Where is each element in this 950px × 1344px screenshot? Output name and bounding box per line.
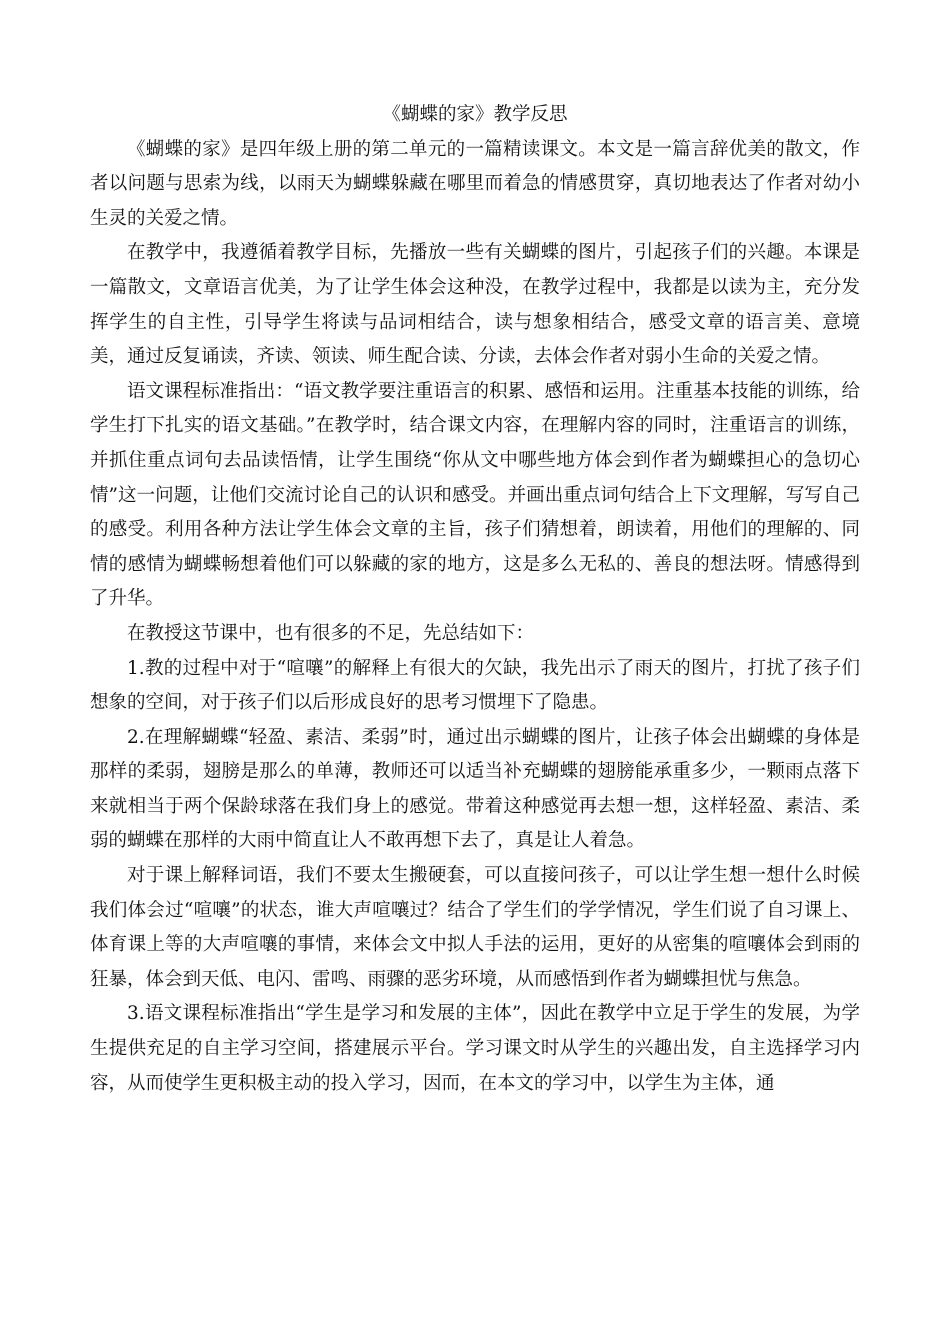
paragraph-point-1: 1.教的过程中对于“喧嚷”的解释上有很大的欠缺，我先出示了雨天的图片，打扰了孩子们想象的空间，对于孩子们以后形成良好的思考习惯埋下了隐患。 [90,657,860,714]
paragraph-point-2: 2.在理解蝴蝶“轻盈、素洁、柔弱”时，通过出示蝴蝶的图片，让孩子体会出蝴蝶的身体是那样的柔弱，翅膀是那么的单薄，教师还可以适当补充蝴蝶的翅膀能承重多少，一颗雨点落下来就相当于两个保龄球落在我们身上的感觉。带着这种感觉再去想一想，这样轻盈、素洁、柔弱的蝴蝶在那样的大雨中简直让人不敢再想下去了，真是让人着急。 [90,726,860,852]
document-title: 《蝴蝶的家》教学反思 [382,104,568,125]
paragraph-shortcomings-intro: 在教授这节课中，也有很多的不足，先总结如下： [127,622,535,644]
document-body [90,98,860,1101]
paragraph-teaching-process: 在教学中，我遵循着教学目标，先播放一些有关蝴蝶的图片，引起孩子们的兴趣。本课是一篇散文，文章语言优美，为了让学生体会这种没，在教学过程中，我都是以读为主，充分发挥学生的自主性，引导学生将读与品词相结合，读与想象相结合，感受文章的语言美、意境美，通过反复诵读，齐读、领读、师生配合读、分读，去体会作者对弱小生命的关爱之情。 [90,242,860,368]
paragraph-curriculum-standard: 语文课程标准指出：“语文教学要注重语言的积累、感悟和运用。注重基本技能的训练，给学生打下扎实的语文基础。”在教学时，结合课文内容，在理解内容的同时，注重语言的训练，并抓住重点词句去品读悟情，让学生围绕“你从文中哪些地方体会到作者为蝴蝶担心的急切心情”这一问题，让他们交流讨论自己的认识和感受。并画出重点词句结合上下文理解，写写自己的感受。利用各种方法让学生体会文章的主旨，孩子们猜想着，朗读着，用他们的理解的、同情的感情为蝴蝶畅想着他们可以躲藏的家的地方，这是多么无私的、善良的想法呀。情感得到了升华。 [90,380,860,610]
paragraph-word-explanation: 对于课上解释词语，我们不要太生搬硬套，可以直接问孩子，可以让学生想一想什么时候我们体会过“喧嚷”的状态，谁大声喧嚷过？结合了学生们的学学情况，学生们说了自习课上、体育课上等的大声喧嚷的事情，来体会文中拟人手法的运用，更好的从密集的喧嚷体会到雨的狂暴，体会到天低、电闪、雷鸣、雨骤的恶劣环境，从而感悟到作者为蝴蝶担忧与焦急。 [90,865,860,990]
paragraph-point-3: 3.语文课程标准指出“学生是学习和发展的主体”，因此在教学中立足于学生的发展，为学生提供充足的自主学习空间，搭建展示平台。学习课文时从学生的兴趣出发，自主选择学习内容，从而使学生更积极主动的投入学习，因而，在本文的学习中，以学生为主体，通 [90,1003,860,1094]
paragraph-intro: 《蝴蝶的家》是四年级上册的第二单元的一篇精读课文。本文是一篇言辞优美的散文，作者以问题与思索为线，以雨天为蝴蝶躲藏在哪里而着急的情感贯穿，真切地表达了作者对幼小生灵的关爱之情。 [90,138,860,229]
